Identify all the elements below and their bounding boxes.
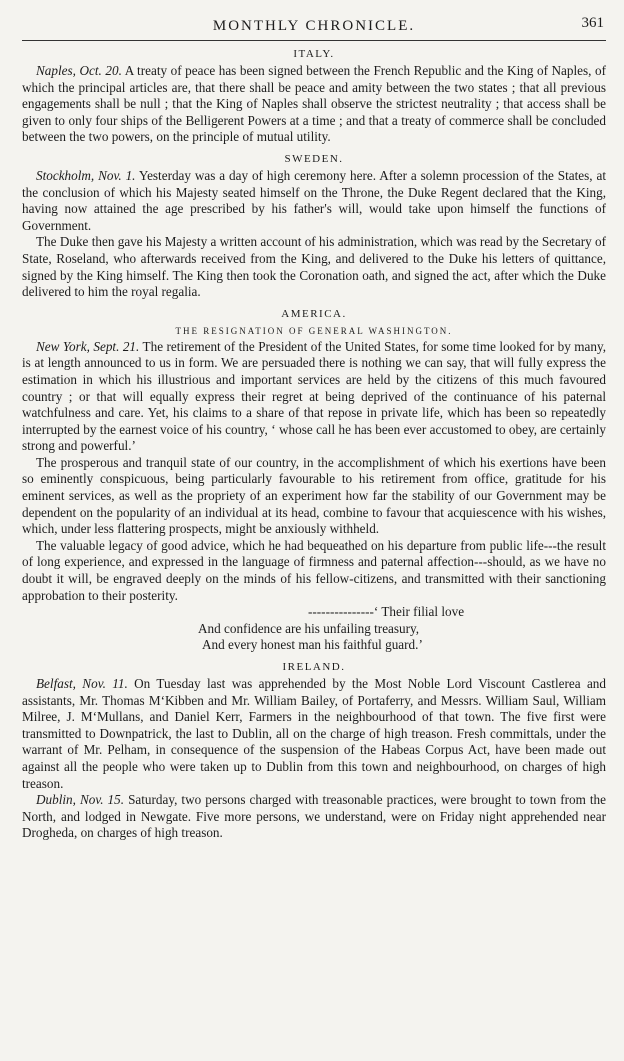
paragraph <box>22 792 606 842</box>
dateline: New York, Sept. 21. <box>36 338 140 354</box>
dateline: Belfast, Nov. 11. <box>36 676 128 691</box>
verse-line: And confidence are his unfailing treasury, <box>198 620 420 636</box>
paragraph <box>22 339 606 455</box>
dateline: Naples, Oct. 20. <box>36 63 122 78</box>
paragraph <box>22 63 606 146</box>
running-title: MONTHLY CHRONICLE. <box>212 18 416 34</box>
paragraph: The valuable legacy of good advice, which he had bequeathed on his departure from public life---the result of long experience, and expressed in the language of firmness and paternal affection---should, as we have no doubt it will, be engraved deeply on the minds of his fellow-citizens, and transmitted with their sanctioning approbation to their posterity. <box>22 537 606 603</box>
paragraph <box>22 168 606 234</box>
section-title-america: AMERICA. <box>281 307 347 320</box>
paragraph-text: Saturday, two persons charged with treasonable practices, were brought to town from the North, and lodged in Newgate. Five more persons, we understand, were on Friday night apprehended near Drogheda, on charges of high treason. <box>22 792 606 841</box>
paragraph-text: The retirement of the President of the United States, for some time looked for by many, is at length announced to us in form. We are persuaded there is nothing we can say, that will fully express the estimation in which his illustrious and important services are held by the citizens of this much favoured country ; or that will equally express their regret at being deprived of the continuance of his paternal watchfulness and care. Yet, his claims to a share of that repose in private life, which has been so repeatedly interrupted by the earnest voice of his country, ‘ whose call he has been ever accustomed to obey, are certainly strong and powerful.’ <box>22 338 606 454</box>
section-title-sweden: SWEDEN. <box>284 152 344 165</box>
paragraph: The prosperous and tranquil state of our country, in the accomplishment of which his exertions have been so eminently conspicuous, being particularly favourable to his retirement from office, gratitude for his eminent services, as well as the propriety of an experiment how far the stability of our Government may be dependent on the popularity of an individual at its head, combine to favour that acquiescence with his wishes, which, under less flattering prospects, might be anxiously withheld. <box>22 454 606 537</box>
dateline: Dublin, Nov. 15. <box>36 792 125 808</box>
section-america <box>22 307 606 654</box>
paragraph-text: Yesterday was a day of high ceremony here. After a solemn procession of the States, at the conclusion of which his Majesty seated himself on the Throne, the Duke Regent declared that the King, having now attained the age prescribed by his father's will, would take upon himself the functions of Government. <box>22 167 606 233</box>
verse-line: ---------------‘ Their filial love <box>308 604 465 620</box>
section-ireland <box>22 660 606 842</box>
section-italy <box>22 47 606 146</box>
paragraph: The Duke then gave his Majesty a written account of his administration, which was read by the Secretary of State, Roseland, who afterwards received from the King, and delivered to the Duke his letters of quittance, signed by the King himself. The King then took the Coronation oath, and signed the act, after which the Duke delivered to him the royal regalia. <box>22 234 606 300</box>
section-title-ireland: IRELAND. <box>282 661 346 673</box>
paragraph-text: A treaty of peace has been signed between the French Republic and the King of Naples, of which the principal articles are, that there shall be peace and amity between the two states ; that all previous engagements shall be null ; that the King of Naples shall observe the strictest neutrality ; that access shall be given to only four ships of the Belligerent Powers at a time ; and that a treaty of commerce shall be concluded between the two powers, on the principle of mutual utility. <box>22 63 606 145</box>
page-number: 361 <box>581 15 604 31</box>
section-sweden <box>22 152 606 301</box>
verse-quote <box>22 604 606 654</box>
paragraph-text: On Tuesday last was apprehended by the Most Noble Lord Viscount Castlerea and assistants, Mr. Thomas M‘Kibben and Mr. William Bailey, of Portaferry, and Messrs. William Saul, William Milree, J. M‘Mullans, and Daniel Kerr, Farmers in the neighbourhood of that town. The five first were transmitted to Downpatrick, the last to Dublin, all on the charge of high treason. Fresh committals, under the warrant of Mr. Pelham, in consequence of the suspension of the Habeas Corpus Act, have been made out against all the people who were taken up to Dublin from this town and neighbourhood, on charges of high treason. <box>22 676 606 791</box>
paragraph <box>22 676 606 792</box>
article-subtitle: THE RESIGNATION OF GENERAL WASHINGTON. <box>175 325 453 336</box>
verse-line: And every honest man his faithful guard.’ <box>202 637 423 653</box>
dateline: Stockholm, Nov. 1. <box>36 167 136 183</box>
section-title-italy: ITALY. <box>293 48 335 60</box>
page-header <box>22 0 606 41</box>
